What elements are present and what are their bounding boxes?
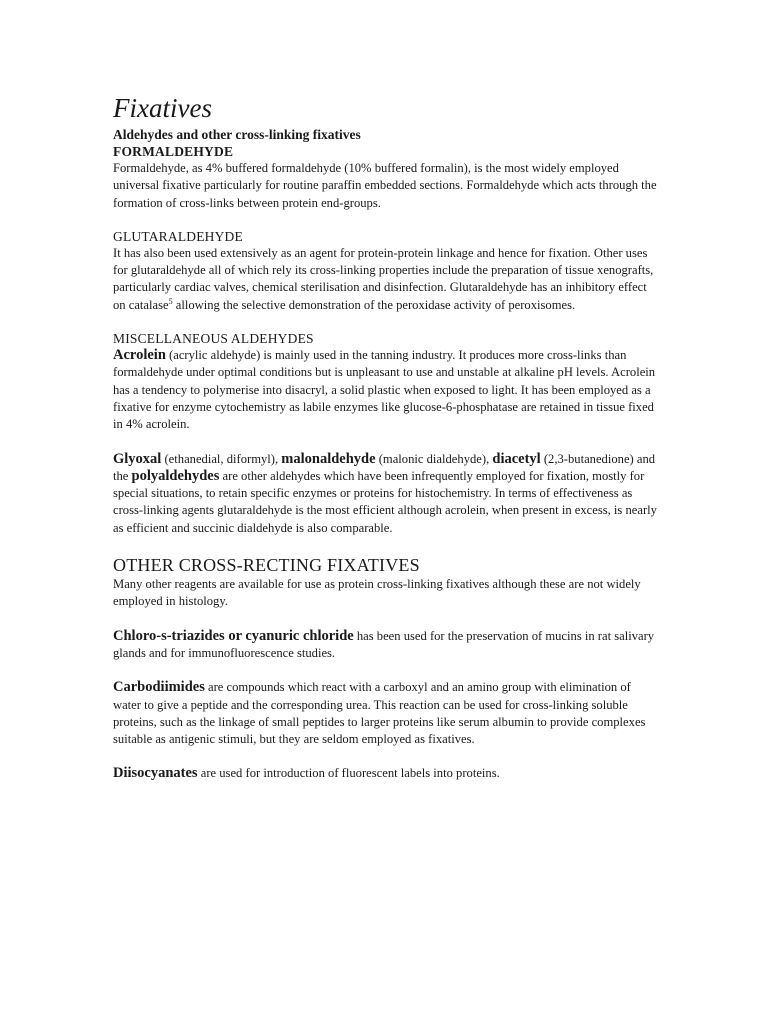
glutaraldehyde-paragraph <box>113 245 661 314</box>
polyaldehydes-term: polyaldehydes <box>131 467 220 484</box>
carbodiimides-text: are compounds which react with a carboxyl and an amino group with elimination of water to give a peptide and the corresponding urea. This reaction can be used for cross-linking soluble proteins, such as the linkage of small peptides to larger proteins like serum albumin to provide complexes suitable as antigenic stimuli, but they are seldom employed as fixatives. <box>113 680 646 747</box>
malonaldehyde-term: malonaldehyde <box>281 450 376 467</box>
malonaldehyde-text: (malonic dialdehyde), <box>375 451 493 466</box>
carbodiimides-term: Carbodiimides <box>113 679 205 696</box>
page-title: Fixatives <box>113 93 212 123</box>
diacetyl-term: diacetyl <box>492 450 541 467</box>
page-subtitle: Aldehydes and other cross-linking fixatives <box>113 127 361 142</box>
formaldehyde-paragraph: Formaldehyde, as 4% buffered formaldehyde (10% buffered formalin), is the most widely employed universal fixative particularly for routine paraffin embedded sections. Formaldehyde which acts through the formation of cross-links between protein end-groups. <box>113 161 657 210</box>
glutaraldehyde-text-a: It has also been used extensively as an agent for protein-protein linkage and hence for fixation. Other uses for glutaraldehyde all of which rely its cross-linking properties include the preparation of tissue xenografts, particularly cardiac valves, chemical sterilisation and disinfection. Glutaraldehyde has an inhibitory effect on catalase <box>113 245 654 312</box>
chloro-text: has been used for the preservation of mucins in rat salivary glands and for immunofluorescence studies. <box>113 628 655 660</box>
carbodiimides-paragraph <box>113 679 661 748</box>
chloro-term: Chloro-s-triazides or cyanuric chloride <box>113 627 354 644</box>
other-fixatives-heading: OTHER CROSS-RECTING FIXATIVES <box>113 555 420 576</box>
footnote-ref: 5 <box>168 296 173 306</box>
glutaraldehyde-heading: GLUTARALDEHYDE <box>113 228 243 244</box>
polyaldehydes-text: are other aldehydes which have been infrequently employed for fixation, mostly for special situations, to retain specific enzymes or proteins for histochemistry. In terms of effectiveness as cross-linking agents glutaraldehyde is the most efficient although acrolein, when present in excess, is nearly as efficient and succinic dialdehyde is also comparable. <box>113 468 657 535</box>
glutaraldehyde-text-b: allowing the selective demonstration of the peroxidase activity of peroxisomes. <box>172 297 576 312</box>
misc-aldehydes-heading: MISCELLANEOUS ALDEHYDES <box>113 331 314 347</box>
diisocyanates-text: are used for introduction of fluorescent labels into proteins. <box>197 766 500 781</box>
glyoxal-paragraph <box>113 451 661 537</box>
diisocyanates-paragraph <box>113 765 661 782</box>
diisocyanates-term: Diisocyanates <box>113 765 198 782</box>
acrolein-text: (acrylic aldehyde) is mainly used in the tanning industry. It produces more cross-links than formaldehyde under optimal conditions but is unpleasant to use and unstable at alkaline pH levels. Acrolein has a tendency to polymerise into disacryl, a solid plastic when exposed to light. It has been employed as a fixative for enzyme cytochemistry as labile enzymes like glucose-6-phosphatase are retained in tissue fixed in 4% acrolein. <box>113 348 656 432</box>
acrolein-paragraph <box>113 347 661 433</box>
chloro-paragraph <box>113 628 661 663</box>
other-intro-paragraph: Many other reagents are available for use as protein cross-linking fixatives although these are not widely employed in histology. <box>113 577 641 609</box>
glyoxal-term: Glyoxal <box>113 450 162 467</box>
document-page <box>113 92 661 783</box>
glyoxal-text: (ethanedial, diformyl), <box>161 451 282 466</box>
acrolein-term: Acrolein <box>113 347 166 364</box>
diacetyl-text: (2,3-butanedione) and the <box>113 451 656 483</box>
formaldehyde-heading: FORMALDEHYDE <box>113 144 234 159</box>
